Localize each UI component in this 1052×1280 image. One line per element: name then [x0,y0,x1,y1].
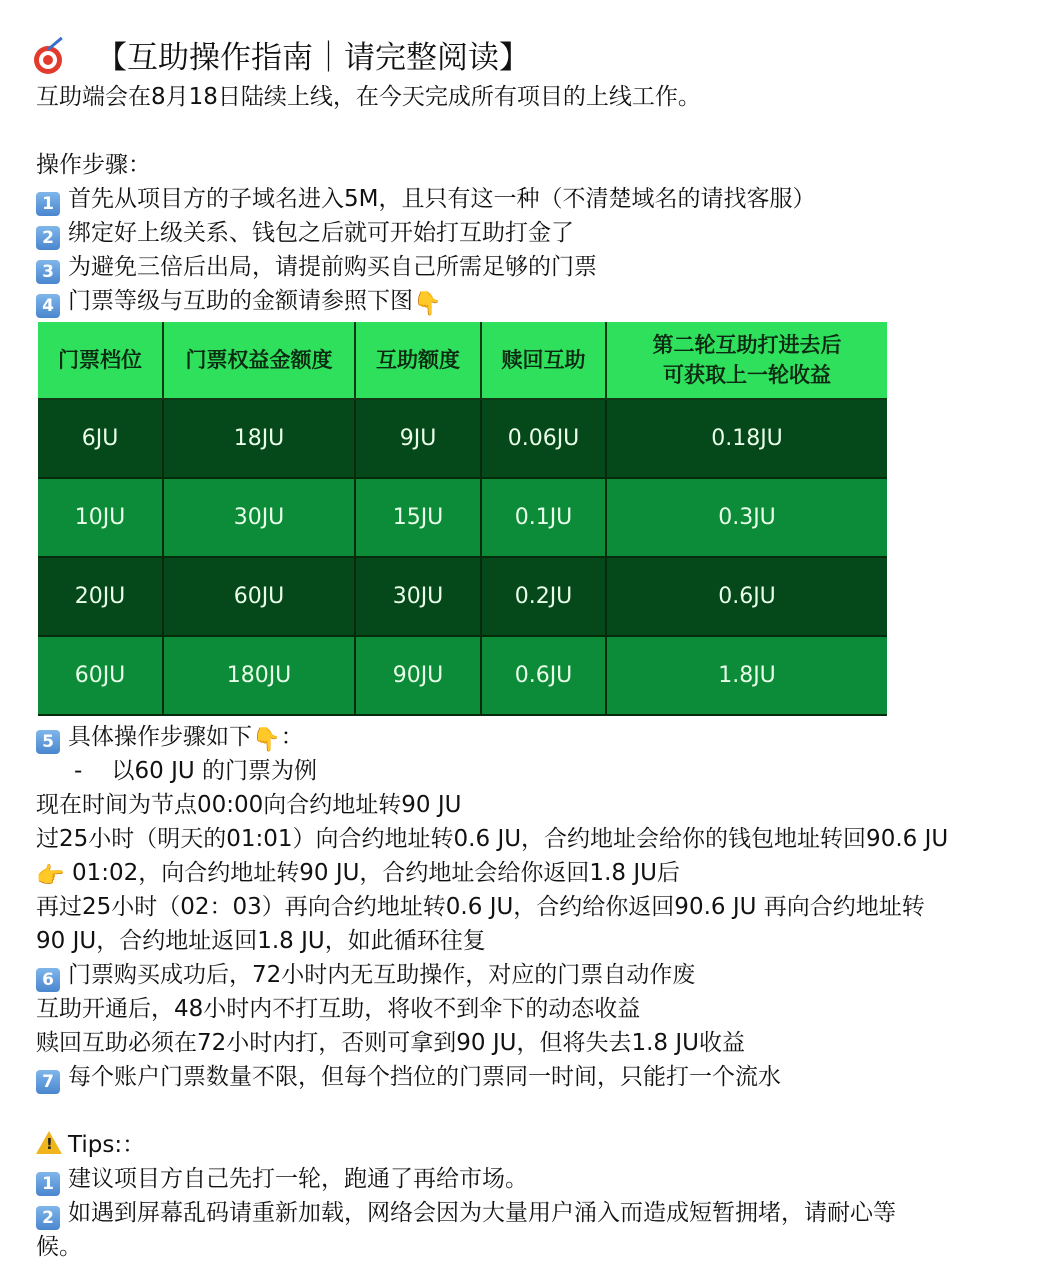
keycap-five-icon: 5 [36,730,60,754]
table-cell: 60JU [163,557,355,636]
step-1-text: 首先从项目方的子域名进入5M，且只有这一种（不清楚域名的请找客服） [68,186,816,212]
table-cell: 180JU [163,636,355,715]
ticket-tier-table [38,322,887,716]
table-cell: 60JU [38,636,163,715]
tip-2 [36,1196,1052,1230]
column-header-second-round: 第二轮互助打进去后 可获取上一轮收益 [606,322,887,399]
table-row [38,636,887,715]
step-4-text: 门票等级与互助的金额请参照下图 [68,288,413,314]
step-7-text: 每个账户门票数量不限，但每个挡位的门票同一时间，只能打一个流水 [68,1064,781,1090]
table-cell: 0.18JU [606,399,887,478]
warning-icon: ! [36,1131,62,1154]
keycap-four-icon: 4 [36,294,60,318]
table-cell: 15JU [355,478,481,557]
keycap-one-icon: 1 [36,192,60,216]
detail-line: 现在时间为节点00:00向合约地址转90 JU [36,792,462,818]
keycap-three-icon: 3 [36,260,60,284]
step-5: 5 具体操作步骤如下👇： [36,720,1052,754]
detail-line: 👉 01:02，向合约地址转90 JU，合约地址会给你返回1.8 JU后 [36,856,1052,890]
step-3-text: 为避免三倍后出局，请提前购买自己所需足够的门票 [68,254,597,280]
tip-2-wrap: 候。 [36,1234,82,1260]
step-6-text: 门票购买成功后，72小时内无互助操作，对应的门票自动作废 [68,962,696,988]
table-cell: 1.8JU [606,636,887,715]
tip-1-text: 建议项目方自己先打一轮，跑通了再给市场。 [68,1166,528,1192]
step-2 [36,216,1052,250]
table-cell: 9JU [355,399,481,478]
detail-line: 过25小时（明天的01:01）向合约地址转0.6 JU，合约地址会给你的钱包地址转回90.6 JU [36,826,949,852]
pointing-down-icon: 👇 [252,727,281,753]
step-5-text: 具体操作步骤如下 [68,724,252,750]
step-2-text: 绑定好上级关系、钱包之后就可开始打互助打金了 [68,220,574,246]
table-cell: 18JU [163,399,355,478]
guide-title-text: 【互助操作指南｜请完整阅读】 [96,40,530,76]
table-row [38,399,887,478]
table-cell: 30JU [355,557,481,636]
table-cell: 30JU [163,478,355,557]
column-header-benefit-amount: 门票权益金额度 [163,322,355,399]
table-cell: 0.6JU [481,636,606,715]
table-cell: 0.6JU [606,557,887,636]
table-cell: 10JU [38,478,163,557]
table-cell: 6JU [38,399,163,478]
column-header-ticket-tier: 门票档位 [38,322,163,399]
step-6-line: 赎回互助必须在72小时内打，否则可拿到90 JU，但将失去1.8 JU收益 [36,1030,745,1056]
keycap-six-icon: 6 [36,968,60,992]
keycap-two-icon: 2 [36,1206,60,1230]
step-4 [36,284,1052,318]
steps-heading: 操作步骤： [36,152,151,178]
intro-text: 互助端会在8月18日陆续上线，在今天完成所有项目的上线工作。 [36,84,701,110]
table-cell: 0.1JU [481,478,606,557]
step-6 [36,958,1052,992]
guide-title [34,36,1052,80]
tip-1 [36,1162,1052,1196]
target-dart-icon [34,42,66,74]
detail-line: 90 JU，合约地址返回1.8 JU，如此循环往复 [36,928,486,954]
table-row [38,478,887,557]
tips-heading [36,1128,1052,1162]
table-cell: 20JU [38,557,163,636]
tips-label: Tips:： [68,1132,146,1158]
keycap-two-icon: 2 [36,226,60,250]
step-3 [36,250,1052,284]
column-header-redemption: 赎回互助 [481,322,606,399]
keycap-seven-icon: 7 [36,1070,60,1094]
step-6-line: 互助开通后，48小时内不打互助，将收不到伞下的动态收益 [36,996,641,1022]
table-cell: 0.2JU [481,557,606,636]
example-line: - 以60 JU 的门票为例 [74,758,318,784]
table-cell: 90JU [355,636,481,715]
pointing-down-icon: 👇 [413,291,442,317]
step-1 [36,182,1052,216]
tip-2-text: 如遇到屏幕乱码请重新加载，网络会因为大量用户涌入而造成短暂拥堵，请耐心等 [68,1200,896,1226]
table-row [38,557,887,636]
column-header-mutual-aid-amount: 互助额度 [355,322,481,399]
pointing-right-icon: 👉 [36,863,65,889]
detail-line: 再过25小时（02：03）再向合约地址转0.6 JU，合约给你返回90.6 JU 再向合约地址转 [36,894,925,920]
step-7 [36,1060,1052,1094]
keycap-one-icon: 1 [36,1172,60,1196]
table-cell: 0.3JU [606,478,887,557]
table-cell: 0.06JU [481,399,606,478]
